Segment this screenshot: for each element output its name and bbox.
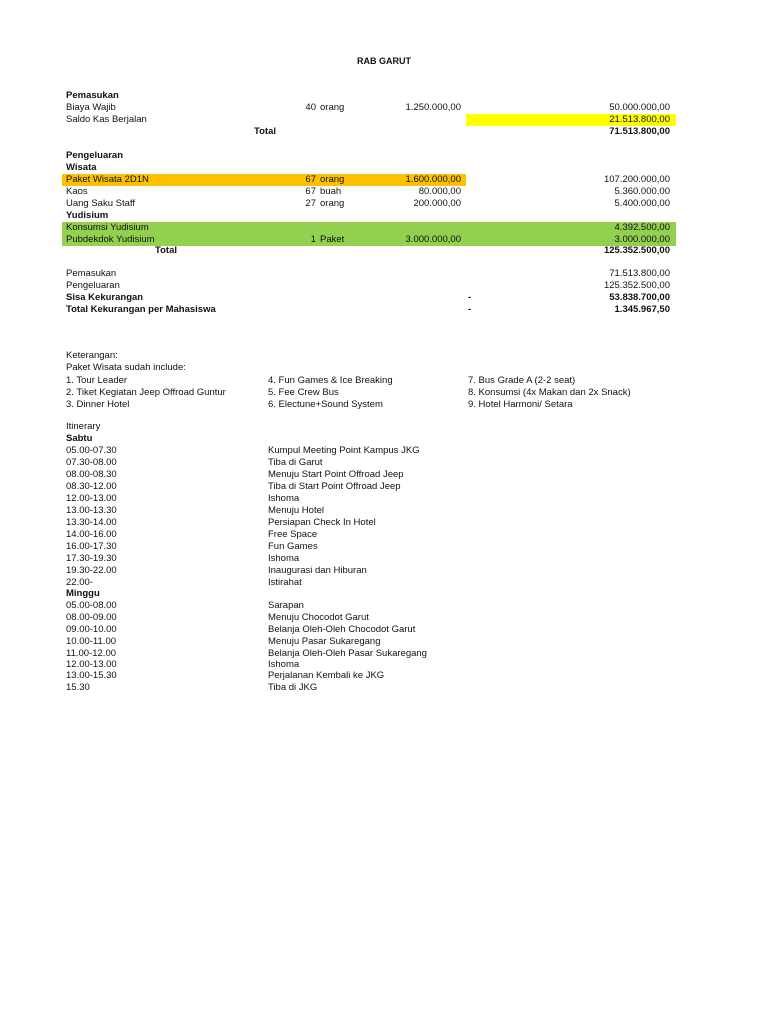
itinerary-time: 17.30-19.30 bbox=[66, 553, 117, 564]
include-item: 5. Fee Crew Bus bbox=[268, 387, 339, 398]
row-price: 80.000,00 bbox=[418, 186, 461, 197]
saku-row bbox=[0, 198, 768, 210]
saldo-row bbox=[0, 114, 768, 126]
row-label: Kaos bbox=[66, 186, 88, 197]
wisata-heading: Wisata bbox=[66, 162, 97, 173]
row-price: 3.000.000,00 bbox=[405, 234, 461, 245]
pemasukan-total-row bbox=[0, 126, 768, 138]
row-unit: Paket bbox=[320, 234, 345, 245]
pemasukan-heading: Pemasukan bbox=[66, 90, 119, 101]
itinerary-row bbox=[0, 469, 768, 481]
include-row bbox=[0, 387, 768, 399]
itinerary-activity: Menuju Chocodot Garut bbox=[268, 612, 369, 623]
itinerary-activity: Ishoma bbox=[268, 493, 300, 504]
include-item: 1. Tour Leader bbox=[66, 375, 128, 386]
itinerary-time: 15.30 bbox=[66, 682, 90, 693]
row-qty: 40 bbox=[305, 102, 316, 113]
row-label: Total Kekurangan per Mahasiswa bbox=[66, 304, 216, 315]
itinerary-row bbox=[0, 565, 768, 577]
row-amount: 71.513.800,00 bbox=[609, 268, 670, 279]
itinerary-activity: Perjalanan Kembali ke JKG bbox=[268, 670, 385, 681]
row-amount: 21.513.800,00 bbox=[609, 114, 670, 125]
row-unit: orang bbox=[320, 102, 345, 113]
row-amount: 3.000.000,00 bbox=[614, 234, 670, 245]
itinerary-activity: Belanja Oleh-Oleh Pasar Sukaregang bbox=[268, 648, 427, 659]
minggu-heading-row bbox=[0, 588, 768, 600]
itinerary-activity: Menuju Start Point Offroad Jeep bbox=[268, 469, 404, 480]
row-label: Pengeluaran bbox=[66, 280, 120, 291]
itinerary-time: 10.00-11.00 bbox=[66, 636, 117, 647]
include-item: 3. Dinner Hotel bbox=[66, 399, 130, 410]
yudisium-heading: Yudisium bbox=[66, 210, 109, 221]
itinerary-row bbox=[0, 541, 768, 553]
itinerary-time: 13.00-15.30 bbox=[66, 670, 117, 681]
row-amount: 107.200.000,00 bbox=[603, 174, 670, 185]
include-item: 6. Electune+Sound System bbox=[268, 399, 383, 410]
keterangan-heading-row bbox=[0, 350, 768, 362]
itinerary-time: 19.30-22.00 bbox=[66, 565, 117, 576]
row-label: Saldo Kas Berjalan bbox=[66, 114, 147, 125]
itinerary-activity: Inaugurasi dan Hiburan bbox=[268, 565, 367, 576]
row-sign: - bbox=[468, 292, 472, 303]
row-sign: - bbox=[468, 304, 472, 315]
row-qty: 27 bbox=[305, 198, 316, 209]
row-unit: orang bbox=[320, 174, 345, 185]
itinerary-time: 09.00-10.00 bbox=[66, 624, 117, 635]
itinerary-row bbox=[0, 481, 768, 493]
row-label: Uang Saku Staff bbox=[66, 198, 136, 209]
row-price: 1.250.000,00 bbox=[405, 102, 461, 113]
itinerary-row bbox=[0, 682, 768, 694]
keterangan-subheading-row bbox=[0, 362, 768, 374]
itinerary-row bbox=[0, 529, 768, 541]
pengeluaran-heading: Pengeluaran bbox=[66, 150, 124, 161]
itinerary-activity: Istirahat bbox=[268, 577, 302, 588]
row-amount: 50.000.000,00 bbox=[609, 102, 670, 113]
itinerary-time: 16.00-17.30 bbox=[66, 541, 117, 552]
keterangan-subheading: Paket Wisata sudah include: bbox=[66, 362, 186, 373]
itinerary-time: 14.00-16.00 bbox=[66, 529, 117, 540]
itinerary-heading-row bbox=[0, 421, 768, 433]
itinerary-row bbox=[0, 636, 768, 648]
itinerary-activity: Tiba di Garut bbox=[268, 457, 323, 468]
itinerary-activity: Sarapan bbox=[268, 600, 304, 611]
itinerary-time: 13.00-13.30 bbox=[66, 505, 117, 516]
itinerary-row bbox=[0, 505, 768, 517]
itinerary-row bbox=[0, 670, 768, 682]
row-amount: 5.400.000,00 bbox=[614, 198, 670, 209]
row-qty: 67 bbox=[305, 186, 316, 197]
row-qty: 1 bbox=[310, 234, 316, 245]
biaya-wajib-row bbox=[0, 102, 768, 114]
itinerary-activity: Persiapan Check In Hotel bbox=[268, 517, 376, 528]
itinerary-activity: Belanja Oleh-Oleh Chocodot Garut bbox=[268, 624, 416, 635]
itinerary-activity: Free Space bbox=[268, 529, 318, 540]
row-amount: 4.392.500,00 bbox=[614, 222, 670, 233]
summary-sisa-row bbox=[0, 292, 768, 304]
include-item: 7. Bus Grade A (2-2 seat) bbox=[468, 375, 576, 386]
itinerary-activity: Menuju Hotel bbox=[268, 505, 324, 516]
paket-row bbox=[0, 174, 768, 186]
itinerary-row bbox=[0, 445, 768, 457]
itinerary-heading: Itinerary bbox=[66, 421, 101, 432]
include-row bbox=[0, 375, 768, 387]
itinerary-time: 13.30-14.00 bbox=[66, 517, 117, 528]
page-title: RAB GARUT bbox=[357, 56, 411, 66]
row-price: 1.600.000,00 bbox=[405, 174, 461, 185]
day-heading: Minggu bbox=[66, 588, 100, 599]
row-unit: orang bbox=[320, 198, 345, 209]
itinerary-activity: Tiba di Start Point Offroad Jeep bbox=[268, 481, 401, 492]
itinerary-time: 12.00-13.00 bbox=[66, 659, 117, 670]
itinerary-activity: Menuju Pasar Sukaregang bbox=[268, 636, 381, 647]
itinerary-time: 12.00-13.00 bbox=[66, 493, 117, 504]
itinerary-activity: Ishoma bbox=[268, 553, 300, 564]
kaos-row bbox=[0, 186, 768, 198]
row-qty: 67 bbox=[305, 174, 316, 185]
row-label: Paket Wisata 2D1N bbox=[66, 174, 149, 185]
row-label: Pubdekdok Yudisium bbox=[66, 234, 155, 245]
itinerary-row bbox=[0, 624, 768, 636]
row-amount: 53.838.700,00 bbox=[609, 292, 670, 303]
itinerary-time: 22.00- bbox=[66, 577, 93, 588]
include-row bbox=[0, 399, 768, 411]
itinerary-time: 11.00-12.00 bbox=[66, 648, 117, 659]
itinerary-activity: Tiba di JKG bbox=[268, 682, 318, 693]
total-amount: 71.513.800,00 bbox=[609, 126, 670, 137]
itinerary-row bbox=[0, 493, 768, 505]
include-item: 2. Tiket Kegiatan Jeep Offroad Guntur bbox=[66, 387, 226, 398]
itinerary-row bbox=[0, 457, 768, 469]
itinerary-time: 08.00-09.00 bbox=[66, 612, 117, 623]
row-amount: 125.352.500,00 bbox=[603, 280, 670, 291]
konsumsi-row bbox=[0, 222, 768, 234]
pengeluaran-heading-row bbox=[0, 150, 768, 162]
sabtu-heading-row bbox=[0, 433, 768, 445]
row-label: Pemasukan bbox=[66, 268, 117, 279]
wisata-heading-row bbox=[0, 162, 768, 174]
pengeluaran-total-row bbox=[0, 245, 768, 257]
row-amount: 1.345.967,50 bbox=[614, 304, 670, 315]
keterangan-heading: Keterangan: bbox=[66, 350, 118, 361]
itinerary-activity: Fun Games bbox=[268, 541, 318, 552]
total-label: Total bbox=[155, 245, 177, 256]
itinerary-time: 05.00-08.00 bbox=[66, 600, 117, 611]
itinerary-time: 07.30-08.00 bbox=[66, 457, 117, 468]
itinerary-activity: Ishoma bbox=[268, 659, 300, 670]
row-amount: 5.360.000,00 bbox=[614, 186, 670, 197]
itinerary-activity: Kumpul Meeting Point Kampus JKG bbox=[268, 445, 420, 456]
row-price: 200.000,00 bbox=[413, 198, 461, 209]
day-heading: Sabtu bbox=[66, 433, 93, 444]
summary-pengeluaran-row bbox=[0, 280, 768, 292]
itinerary-row bbox=[0, 612, 768, 624]
row-label: Sisa Kekurangan bbox=[66, 292, 144, 303]
itinerary-row bbox=[0, 600, 768, 612]
yudisium-heading-row bbox=[0, 210, 768, 222]
summary-pemasukan-row bbox=[0, 268, 768, 280]
include-item: 4. Fun Games & Ice Breaking bbox=[268, 375, 393, 386]
itinerary-time: 08.30-12.00 bbox=[66, 481, 117, 492]
itinerary-row bbox=[0, 553, 768, 565]
include-item: 8. Konsumsi (4x Makan dan 2x Snack) bbox=[468, 387, 631, 398]
include-item: 9. Hotel Harmoni/ Setara bbox=[468, 399, 573, 410]
itinerary-row bbox=[0, 517, 768, 529]
total-amount: 125.352.500,00 bbox=[603, 245, 670, 256]
total-label: Total bbox=[254, 126, 276, 137]
row-label: Biaya Wajib bbox=[66, 102, 116, 113]
itinerary-time: 08.00-08.30 bbox=[66, 469, 117, 480]
itinerary-time: 05.00-07.30 bbox=[66, 445, 117, 456]
pemasukan-heading-row bbox=[0, 90, 768, 102]
row-label: Konsumsi Yudisium bbox=[66, 222, 149, 233]
summary-per-mhs-row bbox=[0, 304, 768, 316]
row-unit: buah bbox=[320, 186, 342, 197]
